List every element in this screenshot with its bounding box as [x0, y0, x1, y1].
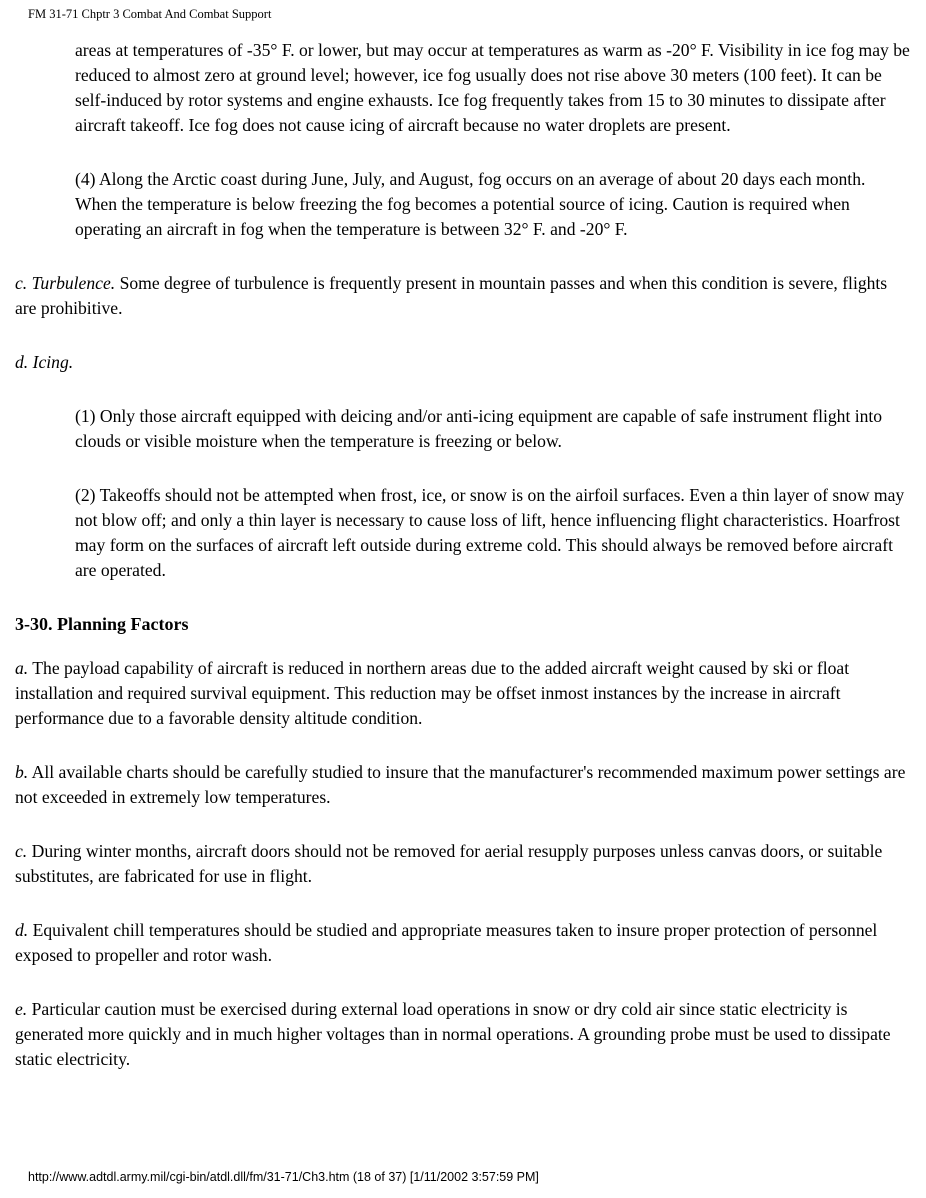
section-heading: 3-30. Planning Factors: [15, 614, 189, 634]
paragraph: (1) Only those aircraft equipped with deicing and/or anti-icing equipment are capable of safe instrument flight into clouds or visible moisture when the temperature is freezing or below.: [75, 406, 883, 451]
paragraph-lead: c. Turbulence.: [15, 273, 116, 293]
paragraph: a. The payload capability of aircraft is reduced in northern areas due to the added aircraft weight caused by ski or float installation and required survival equipment. This reduction may be offset inmost instances by the increase in aircraft performance due to a favorable density altitude condition.: [15, 658, 850, 728]
document-header-title: FM 31-71 Chptr 3 Combat And Combat Support: [28, 7, 272, 21]
paragraph-lead: a.: [15, 658, 29, 678]
paragraph-lead: d.: [15, 920, 29, 940]
paragraph: areas at temperatures of -35° F. or lower, but may occur at temperatures as warm as -20° F. Visibility in ice fog may be reduced to almost zero at ground level; however, ice fog usually does not rise above 30 meters (100 feet). It can be self-induced by rotor systems and engine exhausts. Ice fog frequently takes from 15 to 30 minutes to dissipate after aircraft takeoff. Ice fog does not cause icing of aircraft because no water droplets are present.: [75, 40, 910, 135]
document-body: [15, 38, 911, 1101]
paragraph: [15, 350, 911, 375]
paragraph: d. Equivalent chill temperatures should be studied and appropriate measures taken to insure proper protection of personnel exposed to propeller and rotor wash.: [15, 920, 878, 965]
paragraph-lead: c.: [15, 841, 28, 861]
document-footer-url: http://www.adtdl.army.mil/cgi-bin/atdl.dll/fm/31-71/Ch3.htm (18 of 37) [1/11/2002 3:57:59 PM]: [28, 1170, 539, 1184]
paragraph: c. During winter months, aircraft doors should not be removed for aerial resupply purposes unless canvas doors, or suitable substitutes, are fabricated for use in flight.: [15, 841, 883, 886]
paragraph: (4) Along the Arctic coast during June, July, and August, fog occurs on an average of about 20 days each month. When the temperature is below freezing the fog becomes a potential source of icing. Caution is required when operating an aircraft in fog when the temperature is between 32° F. and -20° F.: [75, 169, 866, 239]
paragraph-lead: b.: [15, 762, 29, 782]
paragraph: c. Turbulence. Some degree of turbulence is frequently present in mountain passes and when this condition is severe, flights are prohibitive.: [15, 273, 888, 318]
paragraph: e. Particular caution must be exercised during external load operations in snow or dry cold air since static electricity is generated more quickly and in much higher voltages than in normal operations. A grounding probe must be used to dissipate static electricity.: [15, 999, 891, 1069]
paragraph-lead: e.: [15, 999, 28, 1019]
paragraph-lead: d. Icing.: [15, 352, 74, 372]
paragraph: (2) Takeoffs should not be attempted when frost, ice, or snow is on the airfoil surfaces. Even a thin layer of snow may not blow off; and only a thin layer is necessary to cause loss of lift, hence influencing flight characteristics. Hoarfrost may form on the surfaces of aircraft left outside during extreme cold. This should always be removed before aircraft are operated.: [75, 485, 905, 580]
paragraph: b. All available charts should be carefully studied to insure that the manufacturer's recommended maximum power settings are not exceeded in extremely low temperatures.: [15, 762, 906, 807]
